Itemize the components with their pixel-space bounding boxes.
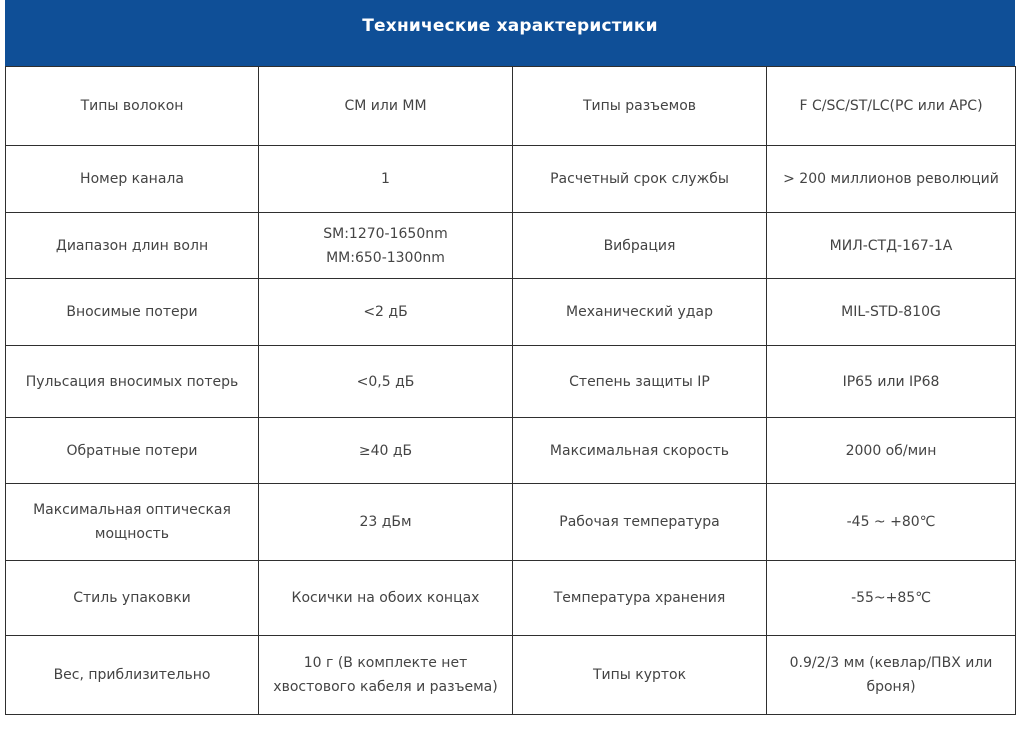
table-row [6, 418, 1016, 484]
label-cell: Вибрация [513, 213, 767, 279]
wavelength-sm: SM:1270-1650nm [323, 225, 448, 242]
label-cell: Расчетный срок службы [513, 146, 767, 213]
value-cell: > 200 миллионов революций [767, 146, 1016, 213]
table-row [6, 146, 1016, 213]
spec-table-container [5, 0, 1015, 715]
value-cell: IP65 или IP68 [767, 346, 1016, 418]
value-cell: 1 [259, 146, 513, 213]
value-cell: MIL-STD-810G [767, 279, 1016, 346]
value-cell: <0,5 дБ [259, 346, 513, 418]
label-cell: Степень защиты IP [513, 346, 767, 418]
value-cell: Косички на обоих концах [259, 561, 513, 636]
value-cell: СМ или ММ [259, 67, 513, 146]
label-cell: Вносимые потери [6, 279, 259, 346]
value-cell: F C/SC/ST/LC(PC или APC) [767, 67, 1016, 146]
value-cell: <2 дБ [259, 279, 513, 346]
table-row [6, 561, 1016, 636]
label-cell: Типы курток [513, 636, 767, 715]
value-cell: МИЛ-СТД-167-1А [767, 213, 1016, 279]
label-cell: Температура хранения [513, 561, 767, 636]
label-cell: Механический удар [513, 279, 767, 346]
wavelength-mm: MM:650-1300nm [326, 249, 445, 266]
label-cell: Пульсация вносимых потерь [6, 346, 259, 418]
value-cell: ≥40 дБ [259, 418, 513, 484]
label-cell: Вес, приблизительно [6, 636, 259, 715]
table-row [6, 213, 1016, 279]
table-row [6, 484, 1016, 561]
value-cell: 10 г (В комплекте нет хвостового кабеля и разъема) [259, 636, 513, 715]
label-cell: Рабочая температура [513, 484, 767, 561]
spec-table [5, 66, 1016, 715]
table-title: Технические характеристики [5, 0, 1015, 66]
label-cell: Типы волокон [6, 67, 259, 146]
label-cell: Максимальная скорость [513, 418, 767, 484]
value-cell: 2000 об/мин [767, 418, 1016, 484]
table-row [6, 636, 1016, 715]
value-cell: 0.9/2/3 мм (кевлар/ПВХ или броня) [767, 636, 1016, 715]
table-row [6, 346, 1016, 418]
value-cell: -55~+85℃ [767, 561, 1016, 636]
value-cell: -45 ~ +80℃ [767, 484, 1016, 561]
label-cell: Типы разъемов [513, 67, 767, 146]
label-cell: Обратные потери [6, 418, 259, 484]
table-row [6, 67, 1016, 146]
label-cell: Стиль упаковки [6, 561, 259, 636]
value-cell [259, 213, 513, 279]
label-cell: Диапазон длин волн [6, 213, 259, 279]
table-row [6, 279, 1016, 346]
label-cell: Номер канала [6, 146, 259, 213]
value-cell: 23 дБм [259, 484, 513, 561]
label-cell: Максимальная оптическая мощность [6, 484, 259, 561]
